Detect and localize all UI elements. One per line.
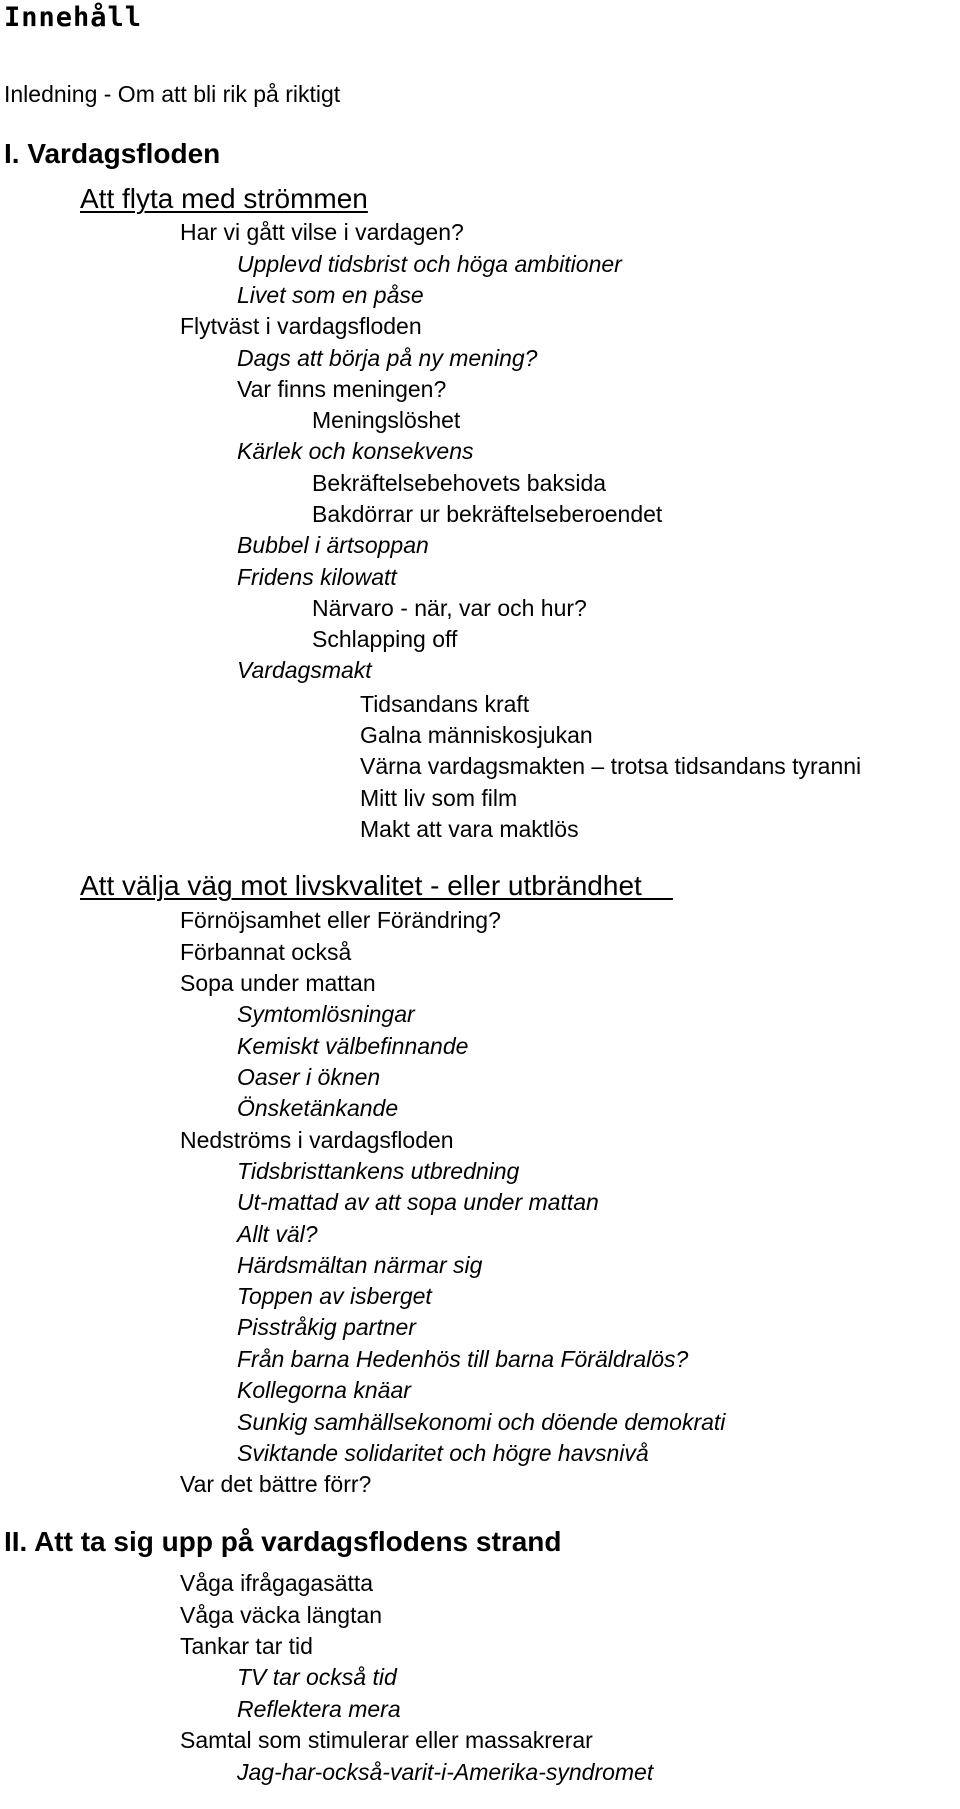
toc-section-heading: Att flyta med strömmen [80, 183, 368, 214]
toc-entry: Bubbel i ärtsoppan [237, 532, 429, 558]
toc-entry: Har vi gått vilse i vardagen? [180, 219, 464, 245]
toc-entry: Från barna Hedenhös till barna Föräldralös? [237, 1346, 689, 1372]
toc-entry: Galna människosjukan [360, 722, 593, 748]
toc-entry: Tankar tar tid [180, 1633, 313, 1659]
toc-entry: Allt väl? [237, 1221, 318, 1247]
toc-entry: Nedströms i vardagsfloden [180, 1127, 454, 1153]
toc-entry: Flytväst i vardagsfloden [180, 313, 422, 339]
toc-entry: Var finns meningen? [237, 376, 447, 402]
toc-entry: Sopa under mattan [180, 970, 376, 996]
toc-entry: Önsketänkande [237, 1095, 399, 1121]
toc-entry: Härdsmältan närmar sig [237, 1252, 483, 1278]
toc-entry: Vardagsmakt [237, 657, 372, 683]
toc-entry: Värna vardagsmakten – trotsa tidsandans tyranni [360, 753, 862, 779]
toc-part-heading: II. Att ta sig upp på vardagsflodens strand [4, 1526, 562, 1557]
toc-entry: Tidsbristtankens utbredning [237, 1158, 520, 1184]
toc-entry: Makt att vara maktlös [360, 816, 579, 842]
toc-entry: Kärlek och konsekvens [237, 438, 474, 464]
toc-entry: Meningslöshet [312, 407, 461, 433]
toc-entry: Pisstråkig partner [237, 1314, 416, 1340]
toc-entry: Kemiskt välbefinnande [237, 1033, 469, 1059]
toc-part-heading: I. Vardagsfloden [4, 138, 221, 169]
toc-entry: Fridens kilowatt [237, 564, 397, 590]
toc-intro: Inledning - Om att bli rik på riktigt [4, 81, 341, 107]
toc-entry: TV tar också tid [237, 1664, 397, 1690]
toc-entry: Samtal som stimulerar eller massakrerar [180, 1727, 593, 1753]
toc-entry: Dags att börja på ny mening? [237, 345, 538, 371]
toc-entry: Symtomlösningar [237, 1001, 415, 1027]
toc-entry: Våga ifrågagasätta [180, 1570, 374, 1596]
toc-entry: Jag-har-också-varit-i-Amerika-syndromet [237, 1759, 654, 1785]
toc-entry: Schlapping off [312, 626, 458, 652]
toc-entry: Tidsandans kraft [360, 691, 530, 717]
toc-entry: Sviktande solidaritet och högre havsnivå [237, 1440, 649, 1466]
toc-heading: Innehåll [4, 2, 143, 33]
toc-entry: Livet som en påse [237, 282, 424, 308]
toc-entry: Ut-mattad av att sopa under mattan [237, 1189, 599, 1215]
toc-section-heading: Att välja väg mot livskvalitet - eller utbrändhet [80, 870, 673, 901]
toc-entry: Förbannat också [180, 939, 352, 965]
toc-entry: Närvaro - när, var och hur? [312, 595, 587, 621]
toc-entry: Bakdörrar ur bekräftelseberoendet [312, 501, 663, 527]
toc-entry: Kollegorna knäar [237, 1377, 411, 1403]
toc-entry: Oaser i öknen [237, 1064, 381, 1090]
toc-entry: Förnöjsamhet eller Förändring? [180, 907, 501, 933]
toc-entry: Toppen av isberget [237, 1283, 432, 1309]
toc-entry: Våga väcka längtan [180, 1602, 383, 1628]
toc-entry: Reflektera mera [237, 1696, 401, 1722]
toc-entry: Upplevd tidsbrist och höga ambitioner [237, 251, 622, 277]
toc-entry: Bekräftelsebehovets baksida [312, 470, 607, 496]
toc-entry: Var det bättre förr? [180, 1471, 372, 1497]
toc-entry: Mitt liv som film [360, 785, 518, 811]
toc-entry: Sunkig samhällsekonomi och döende demokrati [237, 1409, 726, 1435]
